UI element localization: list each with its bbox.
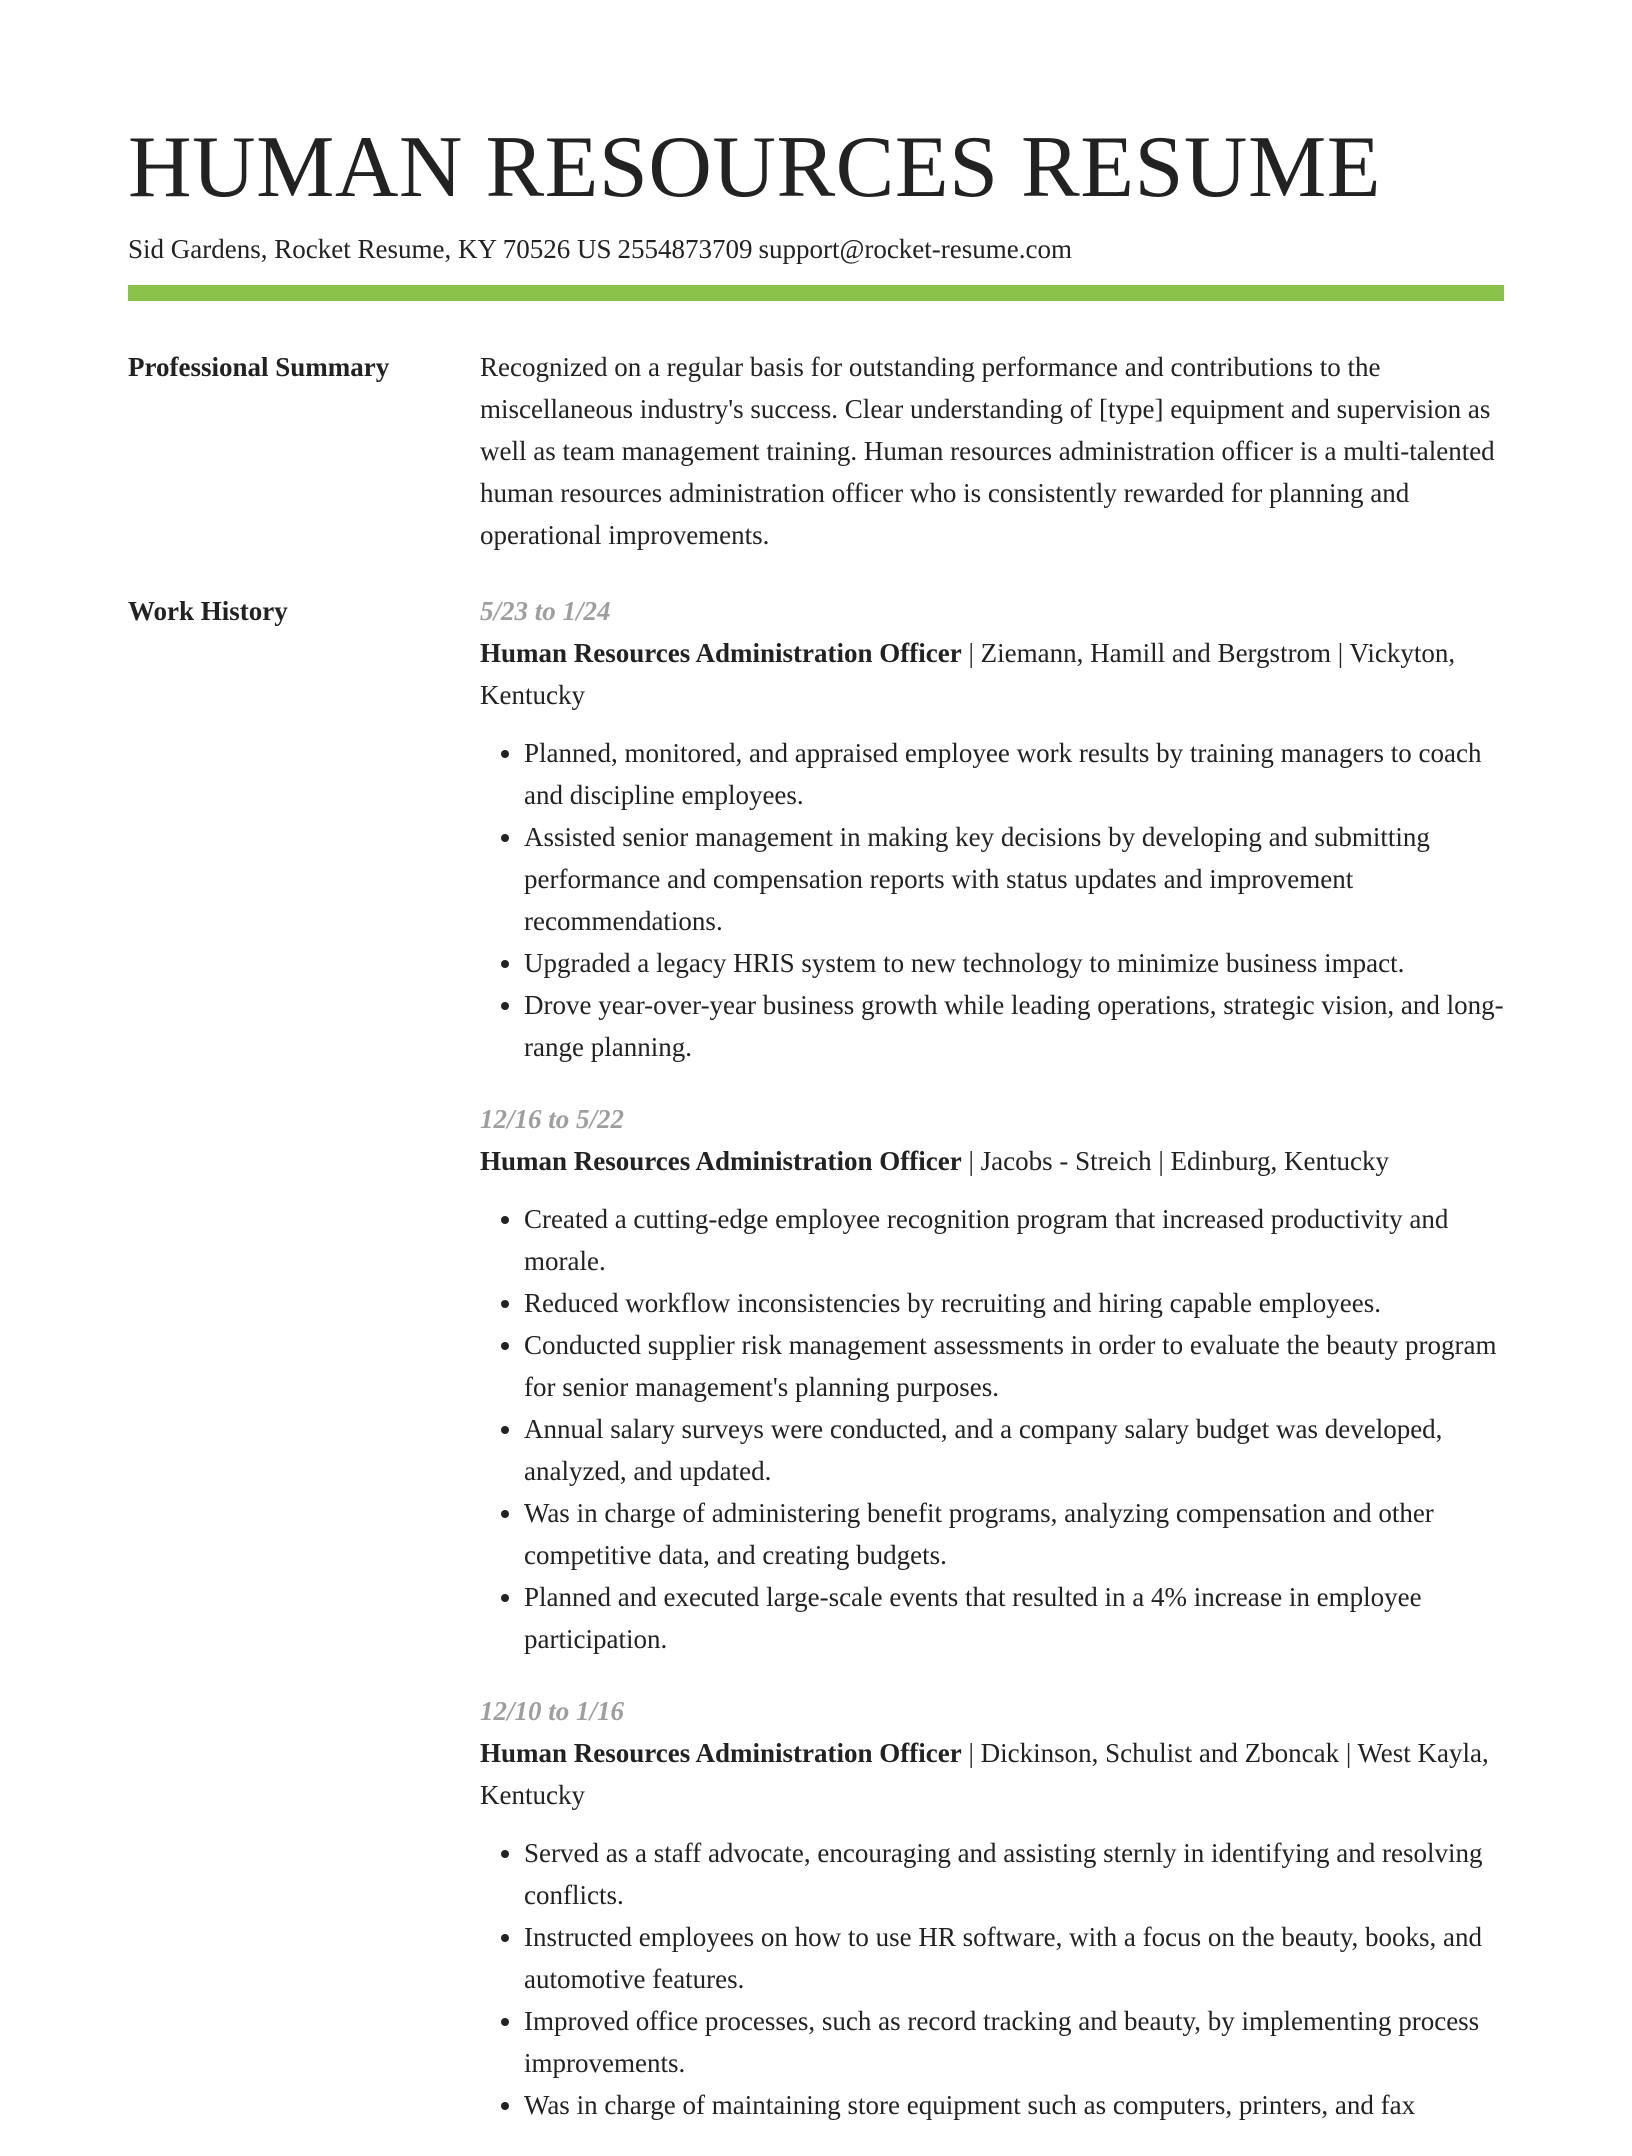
job-entry [480, 590, 1504, 1068]
job-bullet: • Improved office processes, such as record tracking and beauty, by implementing process improvements. [524, 2000, 1504, 2084]
job-dates: 12/16 to 5/22 [480, 1104, 625, 1134]
job-company-location: | Jacobs - Streich | Edinburg, Kentucky [961, 1146, 1389, 1176]
job-company-location: | Ziemann, Hamill and Bergstrom | Vickyton, Kentucky [480, 638, 1456, 710]
job-bullet-list [480, 732, 1504, 1068]
job-dates: 12/10 to 1/16 [480, 1696, 625, 1726]
job-bullet-list [480, 1198, 1504, 1660]
job-bullet: • Planned and executed large-scale events that resulted in a 4% increase in employee participation. [524, 1576, 1504, 1660]
job-bullet: • Created a cutting-edge employee recognition program that increased productivity and morale. [524, 1198, 1504, 1282]
resume-title: HUMAN RESOURCES RESUME [128, 119, 1381, 216]
summary-text: Recognized on a regular basis for outstanding performance and contributions to the miscellaneous industry's success. Clear understanding of [type] equipment and supervision as well as team management training. Human resources administration officer is a multi-talented human resources administration officer who is consistently rewarded for planning and operational improvements. [480, 352, 1495, 550]
job-bullet: • Planned, monitored, and appraised employee work results by training managers to coach and discipline employees. [524, 732, 1504, 816]
job-bullet: • Reduced workflow inconsistencies by recruiting and hiring capable employees. [524, 1282, 1504, 1324]
job-bullet: • Instructed employees on how to use HR software, with a focus on the beauty, books, and automotive features. [524, 1916, 1504, 2000]
job-bullet-list [480, 1832, 1504, 2126]
job-heading [480, 632, 1504, 716]
contact-line [128, 231, 1078, 267]
job-entry [480, 1098, 1504, 1660]
job-bullet: • Served as a staff advocate, encouraging and assisting sternly in identifying and resolving conflicts. [524, 1832, 1504, 1916]
summary-body [480, 346, 1504, 556]
work-history-body [480, 590, 1504, 2156]
job-bullet: • Was in charge of administering benefit programs, analyzing compensation and other competitive data, and creating budgets. [524, 1492, 1504, 1576]
job-bullet: • Upgraded a legacy HRIS system to new technology to minimize business impact. [524, 942, 1504, 984]
job-title: Human Resources Administration Officer [480, 1146, 962, 1176]
job-bullet: • Annual salary surveys were conducted, and a company salary budget was developed, analyzed, and updated. [524, 1408, 1504, 1492]
job-title: Human Resources Administration Officer [480, 638, 962, 668]
job-entry [480, 1690, 1504, 2126]
job-bullet: • Drove year-over-year business growth while leading operations, strategic vision, and long-range planning. [524, 984, 1504, 1068]
job-company-location: | Dickinson, Schulist and Zboncak | West Kayla, Kentucky [480, 1738, 1489, 1810]
job-dates: 5/23 to 1/24 [480, 596, 611, 626]
job-bullet: • Was in charge of maintaining store equipment such as computers, printers, and fax [524, 2084, 1504, 2126]
work-history-label: Work History [128, 596, 288, 626]
header-divider [128, 285, 1504, 301]
job-bullet: • Assisted senior management in making key decisions by developing and submitting performance and compensation reports with status updates and improvement recommendations. [524, 816, 1504, 942]
job-title: Human Resources Administration Officer [480, 1738, 962, 1768]
job-heading [480, 1732, 1504, 1816]
contact-address: Sid Gardens, Rocket Resume, KY 70526 US [128, 234, 612, 264]
contact-email: support@rocket-resume.com [758, 234, 1072, 264]
job-bullet: • Conducted supplier risk management assessments in order to evaluate the beauty program for senior management's planning purposes. [524, 1324, 1504, 1408]
contact-phone: 2554873709 [617, 234, 753, 264]
summary-label: Professional Summary [128, 352, 390, 382]
job-heading [480, 1140, 1504, 1182]
